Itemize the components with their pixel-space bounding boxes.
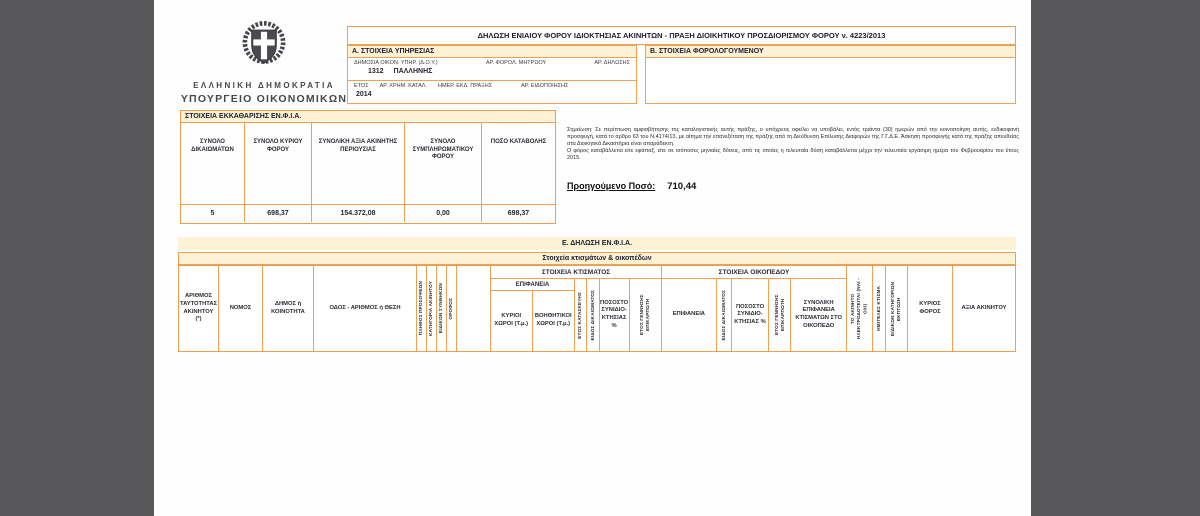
previous-amount-label: Προηγούμενο Ποσό: [567, 181, 656, 191]
col-plot-ownership-pct: ΠΟΣΟΣΤΟ ΣΥΝΙΔΙΟ- ΚΤΗΣΙΑΣ % [732, 279, 770, 351]
col-aux-spaces: ΒΟΗΘΗΤΙΚΟΙ ΧΩΡΟΙ (Τ.μ.) [534, 313, 572, 327]
label-declaration-no: ΑΡ. ΔΗΛΩΣΗΣ [594, 60, 630, 66]
declaration-banner-text: Ε. ΔΗΛΩΣΗ ΕΝ.Φ.Ι.Α. [561, 240, 633, 247]
col-construction-year: ΕΤΟΣ ΚΑΤΑΣΚΕΥΗΣ [575, 279, 587, 351]
col-property-id: ΑΡΙΘΜΟΣ ΤΑΥΤΟΤΗΤΑΣ ΑΚΙΝΗΤΟΥ (*) [179, 266, 219, 351]
section-a-title: Α. ΣΤΟΙΧΕΙΑ ΥΠΗΡΕΣΙΑΣ [352, 48, 435, 55]
col-value: 698,37 [507, 210, 530, 217]
section-a-row1 [348, 58, 636, 81]
clearance-col-amount-payable [482, 123, 555, 222]
label-year: ΕΤΟΣ [354, 83, 369, 89]
col-total-building-surface: ΣΥΝΟΛΙΚΗ ΕΠΙΦΑΝΕΙΑ ΚΤΙΣΜΑΤΩΝ ΣΤΟ ΟΙΚΟΠΕΔΟ [795, 299, 842, 329]
col-frontages: ΠΛΗΘΟΣ ΠΡΟΣΟΨΕΩΝ [417, 266, 427, 351]
building-details-group [491, 266, 662, 351]
clearance-table [180, 110, 556, 224]
clearance-col-supplementary-tax [405, 123, 482, 222]
doy-value: 1312 ΠΑΛΛΗΝΗΣ [368, 68, 433, 75]
republic-header [168, 18, 360, 105]
col-building-usufruct-year: ΕΤΟΣ ΓΕΝΝΗΣΗΣ ΕΠΙΚΑΡΠΩΤΗ [639, 294, 651, 336]
clearance-header [181, 111, 555, 123]
col-main-spaces: ΚΥΡΙΟΙ ΧΩΡΟΙ (Τ.μ.) [491, 291, 533, 351]
col-header: ΣΥΝΟΛΟ ΣΥΜΠΛΗΡΩΜΑΤΙΚΟΥ ΦΟΡΟΥ [412, 139, 474, 160]
document-title: ΔΗΛΩΣΗ ΕΝΙΑΙΟΥ ΦΟΡΟΥ ΙΔΙΟΚΤΗΣΙΑΣ ΑΚΙΝΗΤΩΝ - ΠΡΑΞΗ ΔΙΟΙΚΗΤΙΚΟΥ ΠΡΟΣΔΙΟΡΙΣΜΟΥ ΦΟΡΟΥ ν. 4223/2013 [477, 31, 886, 40]
building-group-header: ΣΤΟΙΧΕΙΑ ΚΤΙΣΜΑΤΟΣ [491, 266, 661, 279]
col-special-conditions: ΕΙΔΙΚΩΝ ΣΥΝΘΗΚΩΝ [437, 266, 447, 351]
clearance-col-total-rights [181, 123, 245, 222]
label-doy: ΔΗΜΟΣΙΑ ΟΙΚΟΝ. ΥΠΗΡ. (Δ.Ο.Υ.) [354, 60, 438, 66]
building-surface-subgroup [491, 279, 575, 351]
col-value: 154.372,08 [340, 210, 376, 217]
republic-title: ΕΛΛΗΝΙΚΗ ΔΗΜΟΚΡΑΤΙΑ [193, 81, 335, 90]
col-header: ΣΥΝΟΛΙΚΗ ΑΞΙΑ ΑΚΙΝΗΤΗΣ ΠΕΡΙΟΥΣΙΑΣ [318, 139, 398, 153]
col-building-ownership-pct: ΠΟΣΟΣΤΟ ΣΥΝΙΔΙΟ- ΚΤΗΣΙΑΣ % [600, 279, 630, 351]
col-value: 0,00 [436, 210, 450, 217]
section-b-header [646, 46, 1015, 58]
label-issue-date: ΗΜΕΡ. ΕΚΔ. ΠΡΑΞΗΣ [438, 83, 493, 89]
col-plot-usufruct-year: ΕΤΟΣ ΓΕΝΝΗΣΗΣ ΕΠΙΚΑΡΠΩΤΗ [769, 279, 791, 351]
section-a-header [348, 46, 636, 58]
declaration-banner [178, 237, 1016, 250]
note-paragraph-1: Σημείωση: Σε περίπτωση αμφισβήτησης της καταλογιστικής αυτής πράξης, ο υπόχρεος οφείλει να υποβάλει, εντός τριάντα (30) ημερών από την κοινοποίηση αυτής, ενδικοφανή προσφυγή, κατά το άρθρο 63 του Ν.4174/13, με αίτημα την επανεξέταση της πράξης από τη Διεύθυνση Επίλυσης Διαφορών της Γ.Γ.Δ.Ε. Άσκηση προσφυγής κατά της πράξης απευθείας στα Διοικητικά Δικαστήρια είναι απαράδεκτη. [567, 127, 1019, 147]
clearance-col-total-property-value [312, 123, 405, 222]
clearance-col-main-tax [245, 123, 312, 222]
declaration-subtitle [178, 252, 1016, 265]
section-a-row1-labels [354, 60, 630, 66]
col-plot-surface: ΕΠΙΦΑΝΕΙΑ [662, 279, 717, 351]
document-title-box [347, 26, 1016, 45]
year-value: 2014 [356, 91, 372, 98]
col-prefecture: ΝΟΜΟΣ [219, 266, 263, 351]
col-plot-right: ΕΙΔΟΣ ΔΙΚΑΙΩΜΑΤΟΣ [717, 279, 732, 351]
surface-subheader: ΕΠΙΦΑΝΕΙΑ [491, 279, 574, 291]
greek-coat-of-arms-icon [241, 18, 287, 75]
note-paragraph-2: Ο φόρος καταβάλλεται είτε εφάπαξ, είτε σε ισόποσες μηνιαίες δόσεις, από τις οποίες η τελευταία δόση καταβάλλεται μέχρι την τελευταία εργάσιμη ημέρα του Φεβρουαρίου του έτους 2015. [567, 148, 1019, 161]
col-value: 5 [210, 210, 215, 217]
label-notice-no: ΑΡ. ΕΙΔΟΠΟΙΗΣΗΣ [521, 83, 569, 89]
property-table [178, 265, 1016, 352]
empty-column-cell [457, 266, 491, 351]
label-tax-registry-no: ΑΡ. ΦΟΡΟΛ. ΜΗΤΡΩΟΥ [485, 60, 547, 66]
col-category: ΚΑΤΗΓΟΡΙΑ ΑΚΙΝΗΤΟΥ [427, 266, 437, 351]
col-property-value: ΑΞΙΑ ΑΚΙΝΗΤΟΥ [961, 304, 1007, 311]
previous-amount-value: 710,44 [667, 181, 697, 192]
col-header: ΠΟΣΟ ΚΑΤΑΒΟΛΗΣ [490, 139, 547, 145]
section-a-row2 [348, 81, 636, 98]
section-b-title: Β. ΣΤΟΙΧΕΙΑ ΦΟΡΟΛΟΓΟΥΜΕΝΟΥ [650, 48, 764, 55]
col-building-right: ΕΙΔΟΣ ΔΙΚΑΙΩΜΑΤΟΣ [587, 279, 600, 351]
col-electrified: ΤΟ ΑΚΙΝΗΤΟ ΗΛΕΚΤΡΟΔΟΤΕΙΤΑΙ (ΝΑΙ - ΟΧΙ) [847, 266, 873, 351]
declaration-subtitle-text: Στοιχεία κτισμάτων & οικοπέδων [542, 255, 652, 262]
plot-details-group [662, 266, 847, 351]
previous-amount [567, 181, 696, 192]
col-header: ΣΥΝΟΛΟ ΔΙΚΑΙΩΜΑΤΩΝ [191, 139, 234, 153]
clearance-title: ΣΤΟΙΧΕΙΑ ΕΚΚΑΘΑΡΙΣΗΣ ΕΝ.Φ.Ι.Α. [185, 113, 302, 120]
ministry-title: ΥΠΟΥΡΓΕΙΟ ΟΙΚΟΝΟΜΙΚΩΝ [180, 93, 348, 105]
section-service-details [347, 45, 637, 104]
col-semi-finished: ΗΜΙΤΕΛΕΣ ΚΤΙΣΜΑ [873, 266, 886, 351]
section-a-row2-labels [354, 83, 630, 89]
col-main-tax: ΚΥΡΙΟΣ ΦΟΡΟΣ [908, 266, 953, 351]
col-header: ΣΥΝΟΛΟ ΚΥΡΙΟΥ ΦΟΡΟΥ [253, 139, 303, 153]
label-registry-no: ΑΡ. ΧΡΗΜ. ΚΑΤΑΛ. [379, 83, 427, 89]
col-special-discount: ΕΙΔΙΚΩΝ ΚΑΤΗΓΟΡΙΩΝ ΕΚΠΤΩΣΗ [886, 266, 908, 351]
legal-note [567, 127, 1019, 162]
document-page [154, 0, 1031, 516]
col-floor: ΟΡΟΦΟΣ [447, 266, 457, 351]
plot-group-header: ΣΤΟΙΧΕΙΑ ΟΙΚΟΠΕΔΟΥ [662, 266, 846, 279]
clearance-body [181, 123, 555, 222]
col-municipality: ΔΗΜΟΣ ή ΚΟΙΝΟΤΗΤΑ [263, 266, 314, 351]
col-value: 698,37 [267, 210, 289, 217]
section-taxpayer-details [645, 45, 1016, 104]
col-street: ΟΔΟΣ - ΑΡΙΘΜΟΣ ή ΘΕΣΗ [314, 266, 417, 351]
